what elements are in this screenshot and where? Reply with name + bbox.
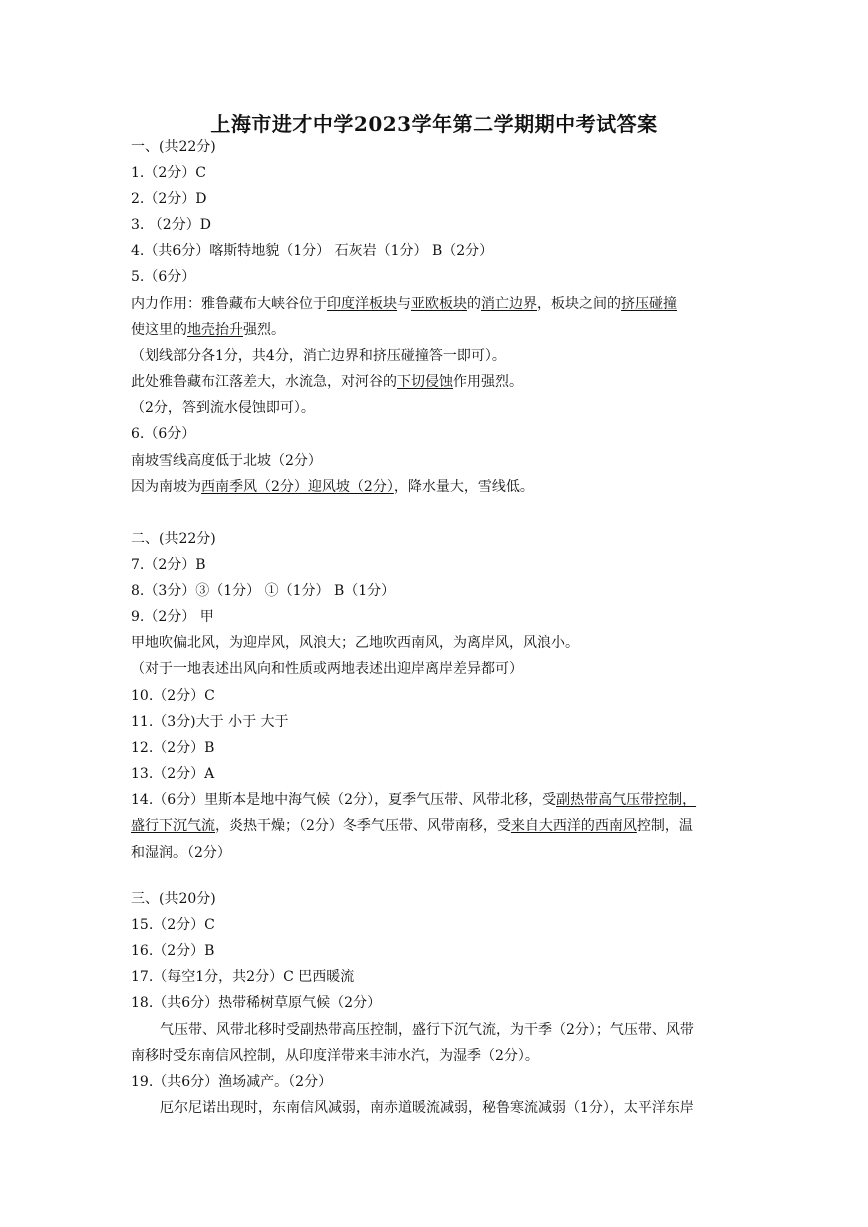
answer-5-line-2	[131, 320, 285, 340]
answer-5-header: 5.（6分）	[131, 269, 196, 285]
answer-17: 17.（每空1分，共2分）C 巴西暖流	[131, 969, 355, 985]
answer-text: 使这里的	[131, 322, 187, 338]
answer-text: ，降水量大，雪线低。	[393, 479, 534, 495]
underlined-key-point: 挤压碰撞	[621, 296, 677, 312]
underlined-key-point: 亚欧板块	[411, 296, 467, 312]
section-1-header: 一、(共22分)	[131, 139, 216, 155]
underlined-key-point: 西南季风（2分）迎风坡（2分）	[201, 479, 394, 495]
answer-18-line-1: 气压带、风带北移时受副热带高压控制，盛行下沉气流，为干季（2分）；气压带、风带	[160, 1022, 694, 1038]
answer-9-line-1: 甲地吹偏北风，为迎岸风，风浪大；乙地吹西南风，为离岸风，风浪小。	[131, 635, 579, 651]
underlined-key-point: 印度洋板块	[327, 296, 397, 312]
answer-16: 16.（2分）B	[131, 943, 215, 959]
answer-15: 15.（2分）C	[131, 917, 215, 933]
answer-18: 18.（共6分）热带稀树草原气候（2分）	[131, 995, 382, 1011]
answer-6-line-1: 南坡雪线高度低于北坡（2分）	[131, 453, 322, 469]
underlined-key-point: 消亡边界	[481, 296, 537, 312]
answer-19-line-1: 厄尔尼诺出现时，东南信风减弱，南赤道暖流减弱，秘鲁寒流减弱（1分），太平洋东岸	[160, 1100, 694, 1116]
answer-4: 4.（共6分）喀斯特地貌（1分） 石灰岩（1分） B（2分）	[131, 243, 494, 259]
section-3-header: 三、(共20分)	[131, 891, 216, 907]
answer-text: 内力作用：雅鲁藏布大峡谷位于	[131, 296, 327, 312]
answer-19: 19.（共6分）渔场减产。（2分）	[131, 1074, 333, 1090]
answer-14-line-1	[131, 790, 696, 810]
answer-14-line-2	[131, 816, 693, 836]
answer-14-line-3: 和湿润。（2分）	[131, 845, 231, 861]
answer-3: 3. （2分）D	[131, 217, 211, 233]
page-title: 上海市进才中学2023学年第二学期期中考试答案	[210, 112, 658, 136]
section-2-header: 二、(共22分)	[131, 531, 216, 547]
answer-18-line-2: 南移时受东南信风控制，从印度洋带来丰沛水汽，为湿季（2分）。	[131, 1048, 539, 1064]
answer-5-scoring-note-2: （2分，答到流水侵蚀即可）。	[131, 400, 315, 416]
answer-text: 此处雅鲁藏布江落差大，水流急，对河谷的	[131, 374, 397, 390]
answer-text: 因为南坡为	[131, 479, 201, 495]
underlined-key-point: 副热带高气压带控制，	[556, 792, 697, 808]
answer-7: 7.（2分）B	[131, 557, 206, 573]
underlined-key-point: 盛行下沉气流	[131, 818, 215, 834]
answer-1: 1.（2分）C	[131, 165, 206, 181]
answer-5-scoring-note-1: （划线部分各1分，共4分，消亡边界和挤压碰撞答一即可）。	[131, 348, 506, 364]
answer-6-line-2	[131, 477, 534, 497]
answer-text: 与	[397, 296, 411, 312]
answer-text: 作用强烈。	[453, 374, 523, 390]
answer-8: 8.（3分）③（1分） ①（1分） B（1分）	[131, 583, 396, 599]
answer-text: ，炎热干燥；（2分）冬季气压带、风带南移，受	[215, 818, 511, 834]
answer-6-header: 6.（6分）	[131, 426, 196, 442]
answer-text: 控制，温	[636, 818, 693, 834]
answer-5-line-1	[131, 294, 677, 314]
answer-9: 9.（2分） 甲	[131, 609, 214, 625]
answer-text: ，板块之间的	[537, 296, 621, 312]
answer-text: 14.（6分）里斯本是地中海气候（2分），夏季气压带、风带北移，受	[131, 792, 557, 808]
answer-text: 的	[467, 296, 481, 312]
answer-12: 12.（2分）B	[131, 740, 215, 756]
answer-13: 13.（2分）A	[131, 766, 215, 782]
answer-text: 强烈。	[243, 322, 285, 338]
answer-11: 11.（3分)大于 小于 大于	[131, 714, 289, 730]
answer-9-scoring-note: （对于一地表述出风向和性质或两地表述出迎岸离岸差异都可）	[131, 661, 523, 677]
answer-2: 2.（2分）D	[131, 191, 207, 207]
answer-10: 10.（2分）C	[131, 688, 215, 704]
underlined-key-point: 地壳抬升	[187, 322, 243, 338]
underlined-key-point: 来自大西洋的西南风	[510, 818, 637, 834]
answer-5-line-3	[131, 372, 523, 392]
underlined-key-point: 下切侵蚀	[397, 374, 453, 390]
